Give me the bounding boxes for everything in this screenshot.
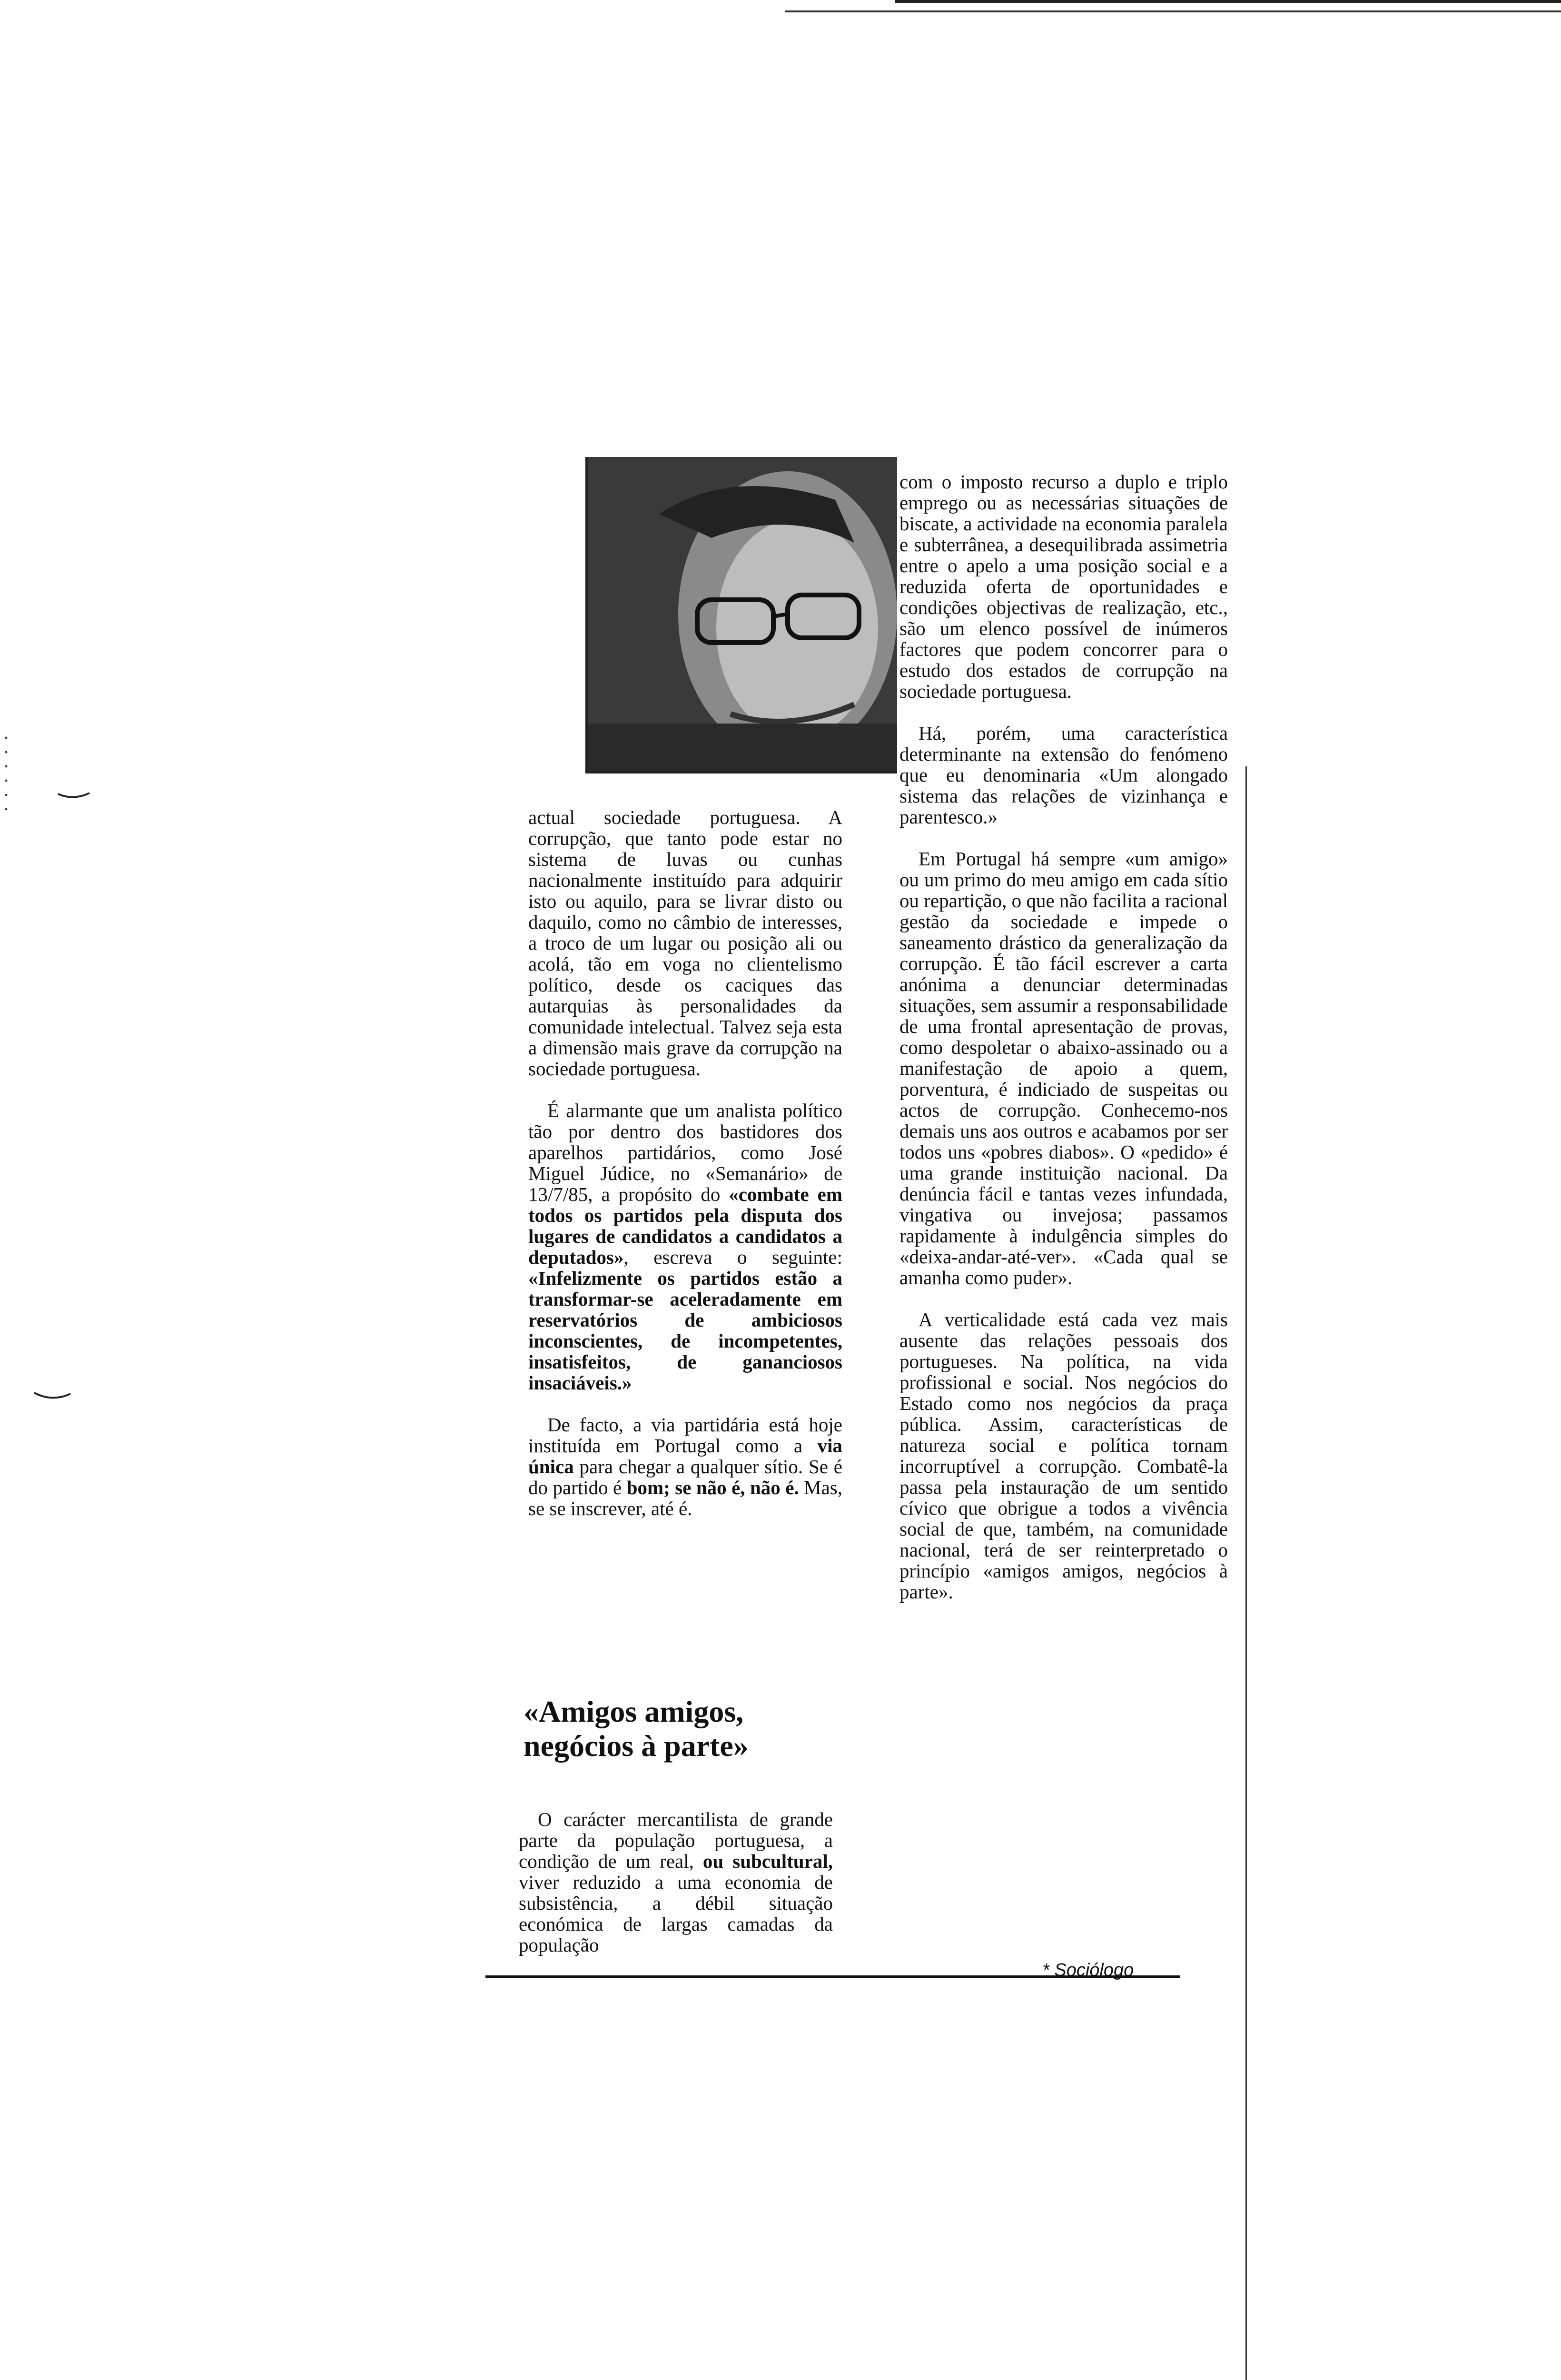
paragraph (528, 1414, 842, 1519)
author-signature: * Sociólogo (1042, 1960, 1134, 1980)
margin-mark-2 (33, 1390, 71, 1401)
text-run: , escreva o seguinte: (623, 1246, 842, 1268)
author-photo (585, 457, 897, 774)
right-column (899, 471, 1228, 1623)
quote-bold: «Infelizmente os partidos estão a transformar-se aceleradamente em reservatórios de ambiciosos inconscientes, de incompetentes, insatisfeitos, de gananciosos insaciáveis.» (528, 1267, 842, 1394)
text-run: viver reduzido a uma economia de subsistência, a débil situação económica de largas camadas da população (519, 1871, 833, 1956)
text-run: De facto, a via partidária está hoje instituída em Portugal como a (528, 1414, 842, 1457)
emphasis-bold: bom; se não é, não é. (626, 1477, 799, 1498)
paragraph: A verticalidade está cada vez mais ausente das relações pessoais dos portugueses. Na política, na vida profissional e social. Nos negócios do Estado como nos negócios da praça pública. Assim, características de natureza social e política tornam incorruptível a corrupção. Combatê-la passa pela instauração de um sentido cívico que obrigue a todos a vivência social de que, também, na comunidade nacional, terá de ser reinterpretado o princípio «amigos amigos, negócios à parte». (899, 1309, 1228, 1603)
margin-mark-1 (57, 790, 90, 800)
subheading: «Amigos amigos, negócios à parte» (524, 1695, 749, 1763)
author-portrait-icon (588, 457, 897, 771)
paragraph: Em Portugal há sempre «um amigo» ou um primo do meu amigo em cada sítio ou repartição, o que não facilita a racional gestão da sociedade e impede o saneamento drástico da generalização da corrupção. É tão fácil escrever a carta anónima a denunciar determinadas situações, sem assumir a responsabilidade de uma frontal apresentação de provas, como despoletar o abaixo-assinado ou a manifestação de apoio a quem, porventura, é indiciado de suspeitas ou actos de corrupção. Conhecemo-nos demais uns aos outros e acabamos por ser todos uns «pobres diabos». O «pedido» é uma grande instituição nacional. Da denúncia fácil e tantas vezes infundada, vingativa ou invejosa; passamos rapidamente à indulgência simples do «deixa-andar-até-ver». «Cada qual se amanha como puder». (899, 848, 1228, 1289)
left-column (528, 807, 842, 1540)
text-run: O carácter mercantilista de grande parte da população portuguesa, a condição de um real, (519, 1808, 833, 1872)
column-rule (1245, 766, 1247, 2380)
scan-edge-line (895, 0, 1561, 3)
paragraph: actual sociedade portuguesa. A corrupção, que tanto pode estar no sistema de luvas ou cunhas nacionalmente instituído para adquirir isto ou aquilo, para se livrar disto ou daquilo, como no câmbio de interesses, a troco de um lugar ou posição ali ou acolá, tão em voga no clientelismo político, desde os caciques das autarquias às personalidades da comunidade intelectual. Talvez seja esta a dimensão mais grave da corrupção na sociedade portuguesa. (528, 806, 842, 1080)
paragraph (528, 1100, 842, 1393)
text-run: É alarmante que um analista político tão por dentro dos bastidores dos aparelhos partidários, como José Miguel Júdice, no «Semanário» de 13/7/85, a propósito do (528, 1100, 842, 1205)
emphasis-bold: via única (528, 1435, 842, 1478)
scan-edge-line-2 (785, 10, 1561, 12)
margin-dots (4, 733, 9, 819)
text-run: Mas, se se inscrever, até é. (528, 1477, 843, 1519)
lower-left-column (519, 1809, 833, 1955)
quote-bold: «combate em todos os partidos pela disputa dos lugares de candidatos a candidatos a deputados» (528, 1183, 842, 1268)
paragraph (519, 1809, 833, 1955)
text-run: para chegar a qualquer sítio. Se é do partido é (528, 1456, 842, 1498)
paragraph: Há, porém, uma característica determinante na extensão do fenómeno que eu denominaria «Um alongado sistema das relações de vizinhança e parentesco.» (899, 722, 1228, 828)
emphasis-bold: ou subcultural, (702, 1850, 833, 1872)
paragraph: com o imposto recurso a duplo e triplo emprego ou as necessárias situações de biscate, a actividade na economia paralela e subterrânea, a desequilibrada assimetria entre o apelo a uma posição social e a reduzida oferta de oportunidades e condições objectivas de realização, etc., são um elenco possível de inúmeros factores que podem concorrer para o estudo dos estados de corrupção na sociedade portuguesa. (899, 471, 1228, 702)
